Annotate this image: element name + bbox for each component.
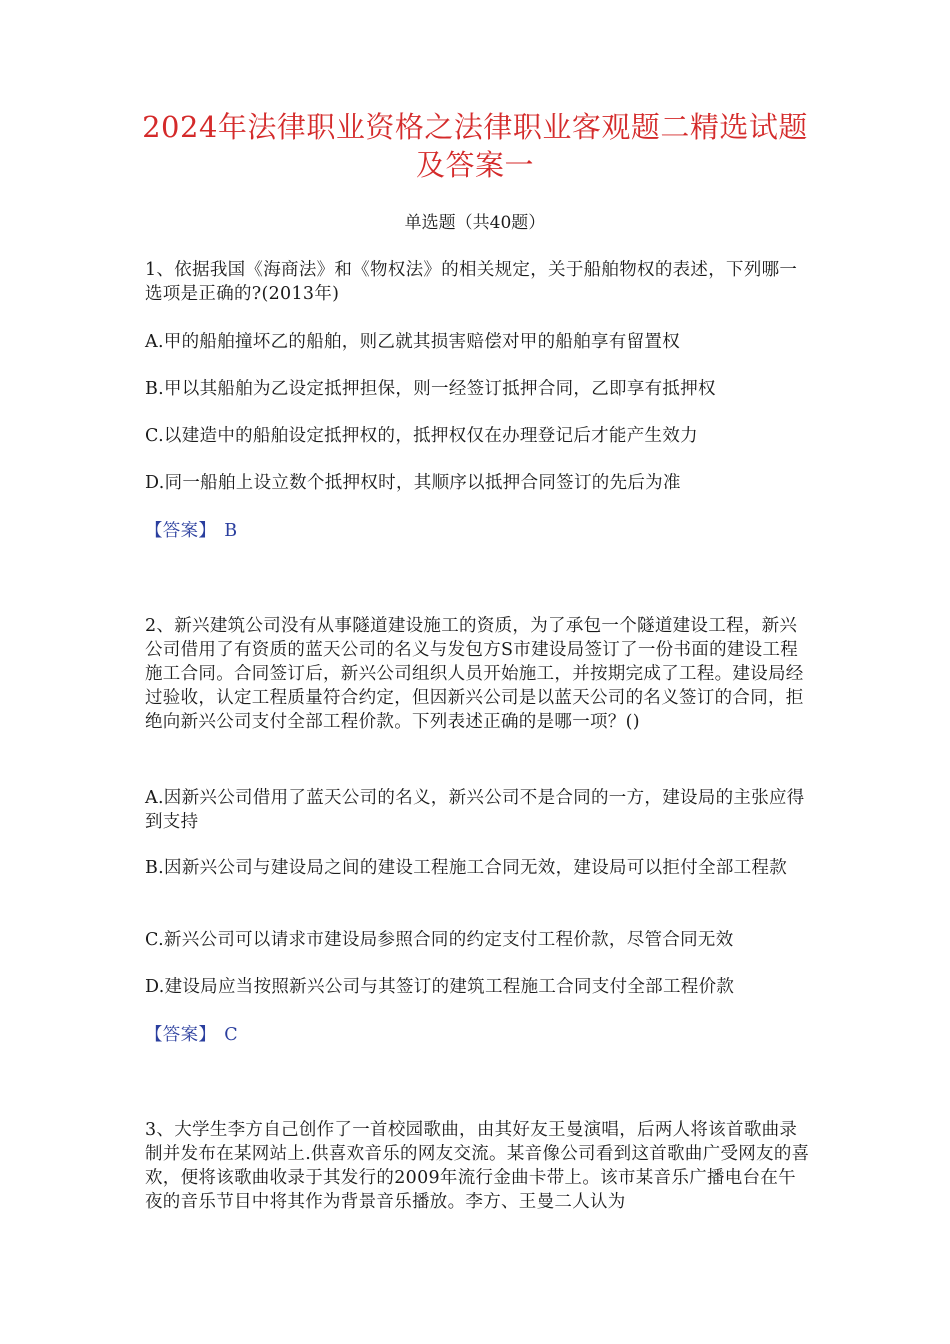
question-1-stem: 1、依据我国《海商法》和《物权法》的相关规定，关于船舶物权的表述，下列哪一选项是正确的?(2013年) — [145, 260, 798, 304]
title-line-1: 2024年法律职业资格之法律职业客观题二精选试题 — [142, 110, 808, 144]
answer-label: 【答案】 — [145, 521, 217, 541]
question-2-option-c: C.新兴公司可以请求市建设局参照合同的约定支付工程价款，尽管合同无效 — [145, 930, 734, 950]
question-2-option-b: B.因新兴公司与建设局之间的建设工程施工合同无效，建设局可以拒付全部工程款 — [145, 858, 788, 878]
answer-label: 【答案】 — [145, 1025, 217, 1045]
question-1-option-a: A.甲的船舶撞坏乙的船舶，则乙就其损害赔偿对甲的船舶享有留置权 — [145, 332, 680, 352]
question-2-option-a: A.因新兴公司借用了蓝天公司的名义，新兴公司不是合同的一方，建设局的主张应得到支持 — [145, 788, 805, 832]
answer-value: B — [224, 521, 238, 541]
answer-value: C — [224, 1025, 238, 1045]
question-1-option-c: C.以建造中的船舶设定抵押权的，抵押权仅在办理登记后才能产生效力 — [145, 426, 698, 446]
question-1-answer — [145, 519, 810, 543]
question-2-stem: 2、新兴建筑公司没有从事隧道建设施工的资质，为了承包一个隧道建设工程，新兴公司借用了有资质的蓝天公司的名义与发包方S市建设局签订了一份书面的建设工程施工合同。合同签订后，新兴公司组织人员开始施工，并按期完成了工程。建设局经过验收，认定工程质量符合约定，但因新兴公司是以蓝天公司的名义签订的合同，拒绝向新兴公司支付全部工程价款。下列表述正确的是哪一项？() — [145, 616, 804, 732]
section-heading: 单选题（共40题） — [404, 213, 546, 233]
question-1-option-d: D.同一船舶上设立数个抵押权时，其顺序以抵押合同签订的先后为准 — [145, 473, 681, 493]
question-2-answer — [145, 1023, 810, 1047]
title-line-2: 及答案一 — [415, 148, 534, 182]
document-title — [120, 108, 830, 184]
question-1-option-b: B.甲以其船舶为乙设定抵押担保，则一经签订抵押合同，乙即享有抵押权 — [145, 379, 716, 399]
question-3-stem: 3、大学生李方自己创作了一首校园歌曲，由其好友王曼演唱，后两人将该首歌曲录制并发布在某网站上.供喜欢音乐的网友交流。某音像公司看到这首歌曲广受网友的喜欢，便将该歌曲收录于其发行的2009年流行金曲卡带上。该市某音乐广播电台在午夜的音乐节目中将其作为背景音乐播放。李方、王曼二人认为 — [145, 1120, 810, 1212]
question-2-option-d: D.建设局应当按照新兴公司与其签订的建筑工程施工合同支付全部工程价款 — [145, 977, 735, 997]
